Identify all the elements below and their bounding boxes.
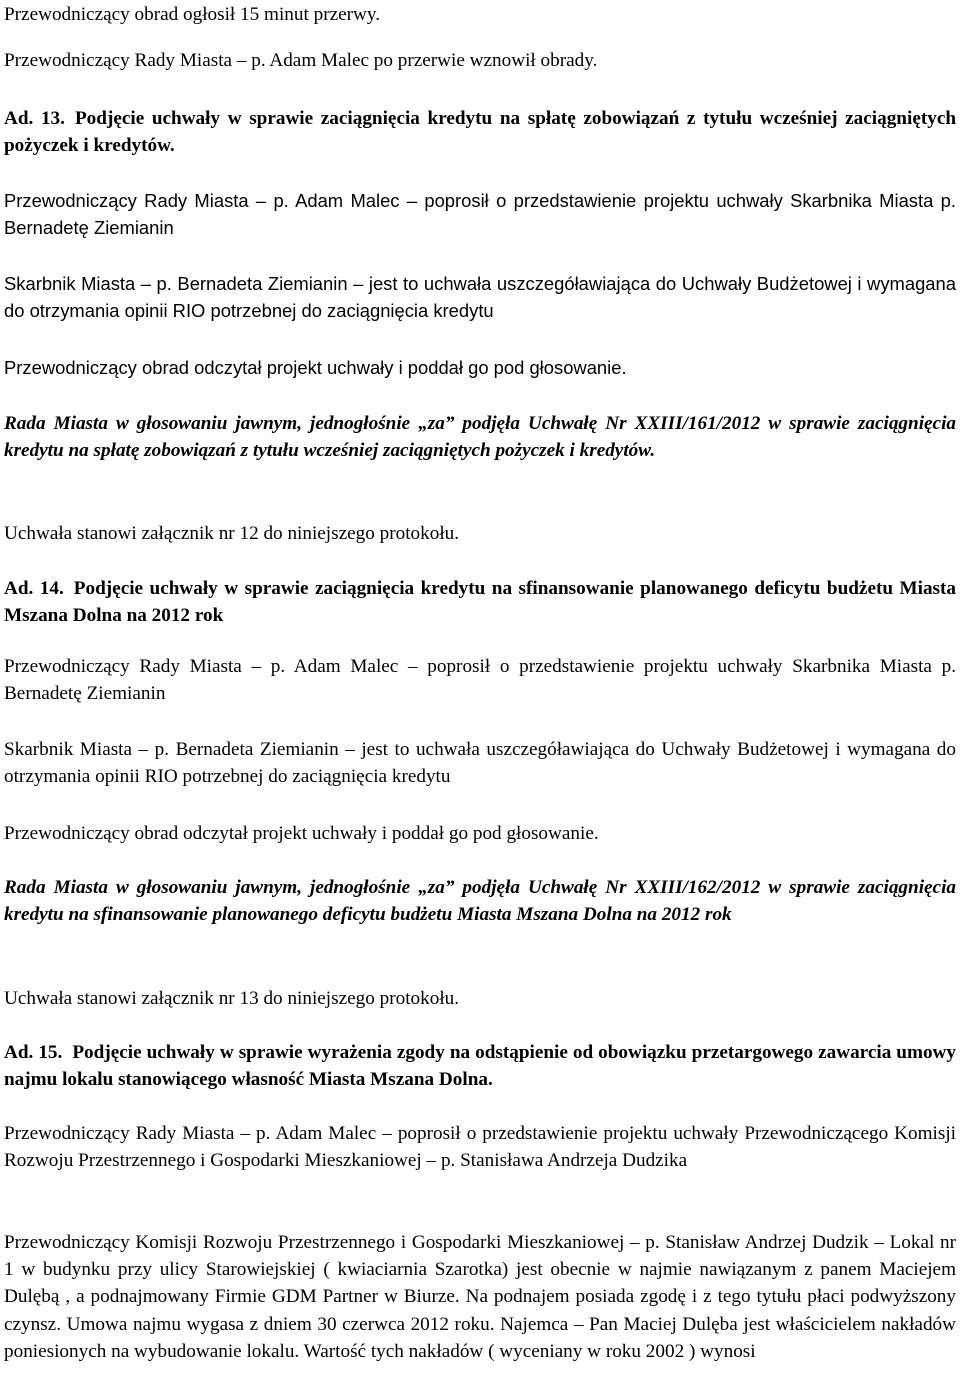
- paragraph-break-announcement: Przewodniczący obrad ogłosił 15 minut przerwy.: [4, 4, 381, 25]
- paragraph-vote-announcement-14: Przewodniczący obrad odczytał projekt uchwały i poddał go pod głosowanie.: [4, 823, 599, 844]
- paragraph-attachment-12: Uchwała stanowi załącznik nr 12 do niniejszego protokołu.: [4, 523, 460, 544]
- paragraph-treasurer-14: Skarbnik Miasta – p. Bernadeta Ziemianin – jest to uchwała uszczegóławiająca do Uchwały Budżetowej i wymagana do otrzymania opinii RIO potrzebnej do zaciągnięcia kredytu: [4, 739, 956, 788]
- agenda-item-13-number: Ad. 13.: [4, 108, 65, 129]
- agenda-item-13: [4, 105, 956, 159]
- paragraph-resolution-162: Rada Miasta w głosowaniu jawnym, jednogłośnie „za” podjęła Uchwałę Nr XXIII/162/2012 w sprawie zaciągnięcia kredytu na sfinansowanie planowanego deficytu budżetu Miasta Mszana Dolna na 2012 rok: [4, 877, 956, 926]
- agenda-item-15-number: Ad. 15.: [4, 1042, 63, 1063]
- paragraph-resolution-161: Rada Miasta w głosowaniu jawnym, jednogłośnie „za” podjęła Uchwałę Nr XXIII/161/2012 w sprawie zaciągnięcia kredytu na spłatę zobowiązań z tytułu wcześniej zaciągniętych pożyczek i kredytów.: [4, 413, 956, 462]
- paragraph-treasurer-13: Skarbnik Miasta – p. Bernadeta Ziemianin – jest to uchwała uszczegóławiająca do Uchwały Budżetowej i wymagana do otrzymania opinii RIO potrzebnej do zaciągnięcia kredytu: [4, 273, 956, 322]
- agenda-item-13-title: Podjęcie uchwały w sprawie zaciągnięcia kredytu na spłatę zobowiązań z tytułu wcześniej zaciągniętych pożyczek i kredytów.: [4, 108, 957, 157]
- agenda-item-15: [4, 1039, 956, 1093]
- paragraph-chair-request-13: Przewodniczący Rady Miasta – p. Adam Malec – poprosił o przedstawienie projektu uchwały Skarbnika Miasta p. Bernadetę Ziemianin: [4, 190, 956, 239]
- paragraph-chair-request-15: Przewodniczący Rady Miasta – p. Adam Malec – poprosił o przedstawienie projektu uchwały Przewodniczącego Komisji Rozwoju Przestrzennego i Gospodarki Mieszkaniowej – p. Stanisława Andrzeja Dudzika: [4, 1123, 956, 1172]
- agenda-item-14: [4, 575, 956, 629]
- paragraph-committee-chair-15: Przewodniczący Komisji Rozwoju Przestrzennego i Gospodarki Mieszkaniowej – p. Stanisław Andrzej Dudzik – Lokal nr 1 w budynku przy ulicy Starowiejskiej ( kwiaciarnia Szarotka) jest obecnie w najmie nawiązanym z panem Maciejem Dulębą , a podnajmowany Firmie GDM Partner w Biurze. Na podnajem posiada zgodę i z tego tytułu płaci podwyższony czynsz. Umowa najmu wygasa z dniem 30 czerwca 2012 roku. Najemca – Pan Maciej Dulęba jest właścicielem nakładów poniesionych na wybudowanie lokalu. Wartość tych nakładów ( wyceniany w roku 2002 ) wynosi: [4, 1232, 956, 1362]
- paragraph-chair-request-14: Przewodniczący Rady Miasta – p. Adam Malec – poprosił o przedstawienie projektu uchwały Skarbnika Miasta p. Bernadetę Ziemianin: [4, 656, 956, 705]
- paragraph-session-resumed: Przewodniczący Rady Miasta – p. Adam Malec po przerwie wznowił obrady.: [4, 50, 598, 71]
- agenda-item-14-title: Podjęcie uchwały w sprawie zaciągnięcia kredytu na sfinansowanie planowanego deficytu budżetu Miasta Mszana Dolna na 2012 rok: [4, 578, 956, 627]
- agenda-item-14-number: Ad. 14.: [4, 578, 64, 599]
- agenda-item-15-title: Podjęcie uchwały w sprawie wyrażenia zgody na odstąpienie od obowiązku przetargowego zawarcia umowy najmu lokalu stanowiącego własność Miasta Mszana Dolna.: [4, 1042, 957, 1091]
- paragraph-vote-announcement-13: Przewodniczący obrad odczytał projekt uchwały i poddał go pod głosowanie.: [4, 357, 627, 378]
- paragraph-attachment-13: Uchwała stanowi załącznik nr 13 do niniejszego protokołu.: [4, 988, 460, 1009]
